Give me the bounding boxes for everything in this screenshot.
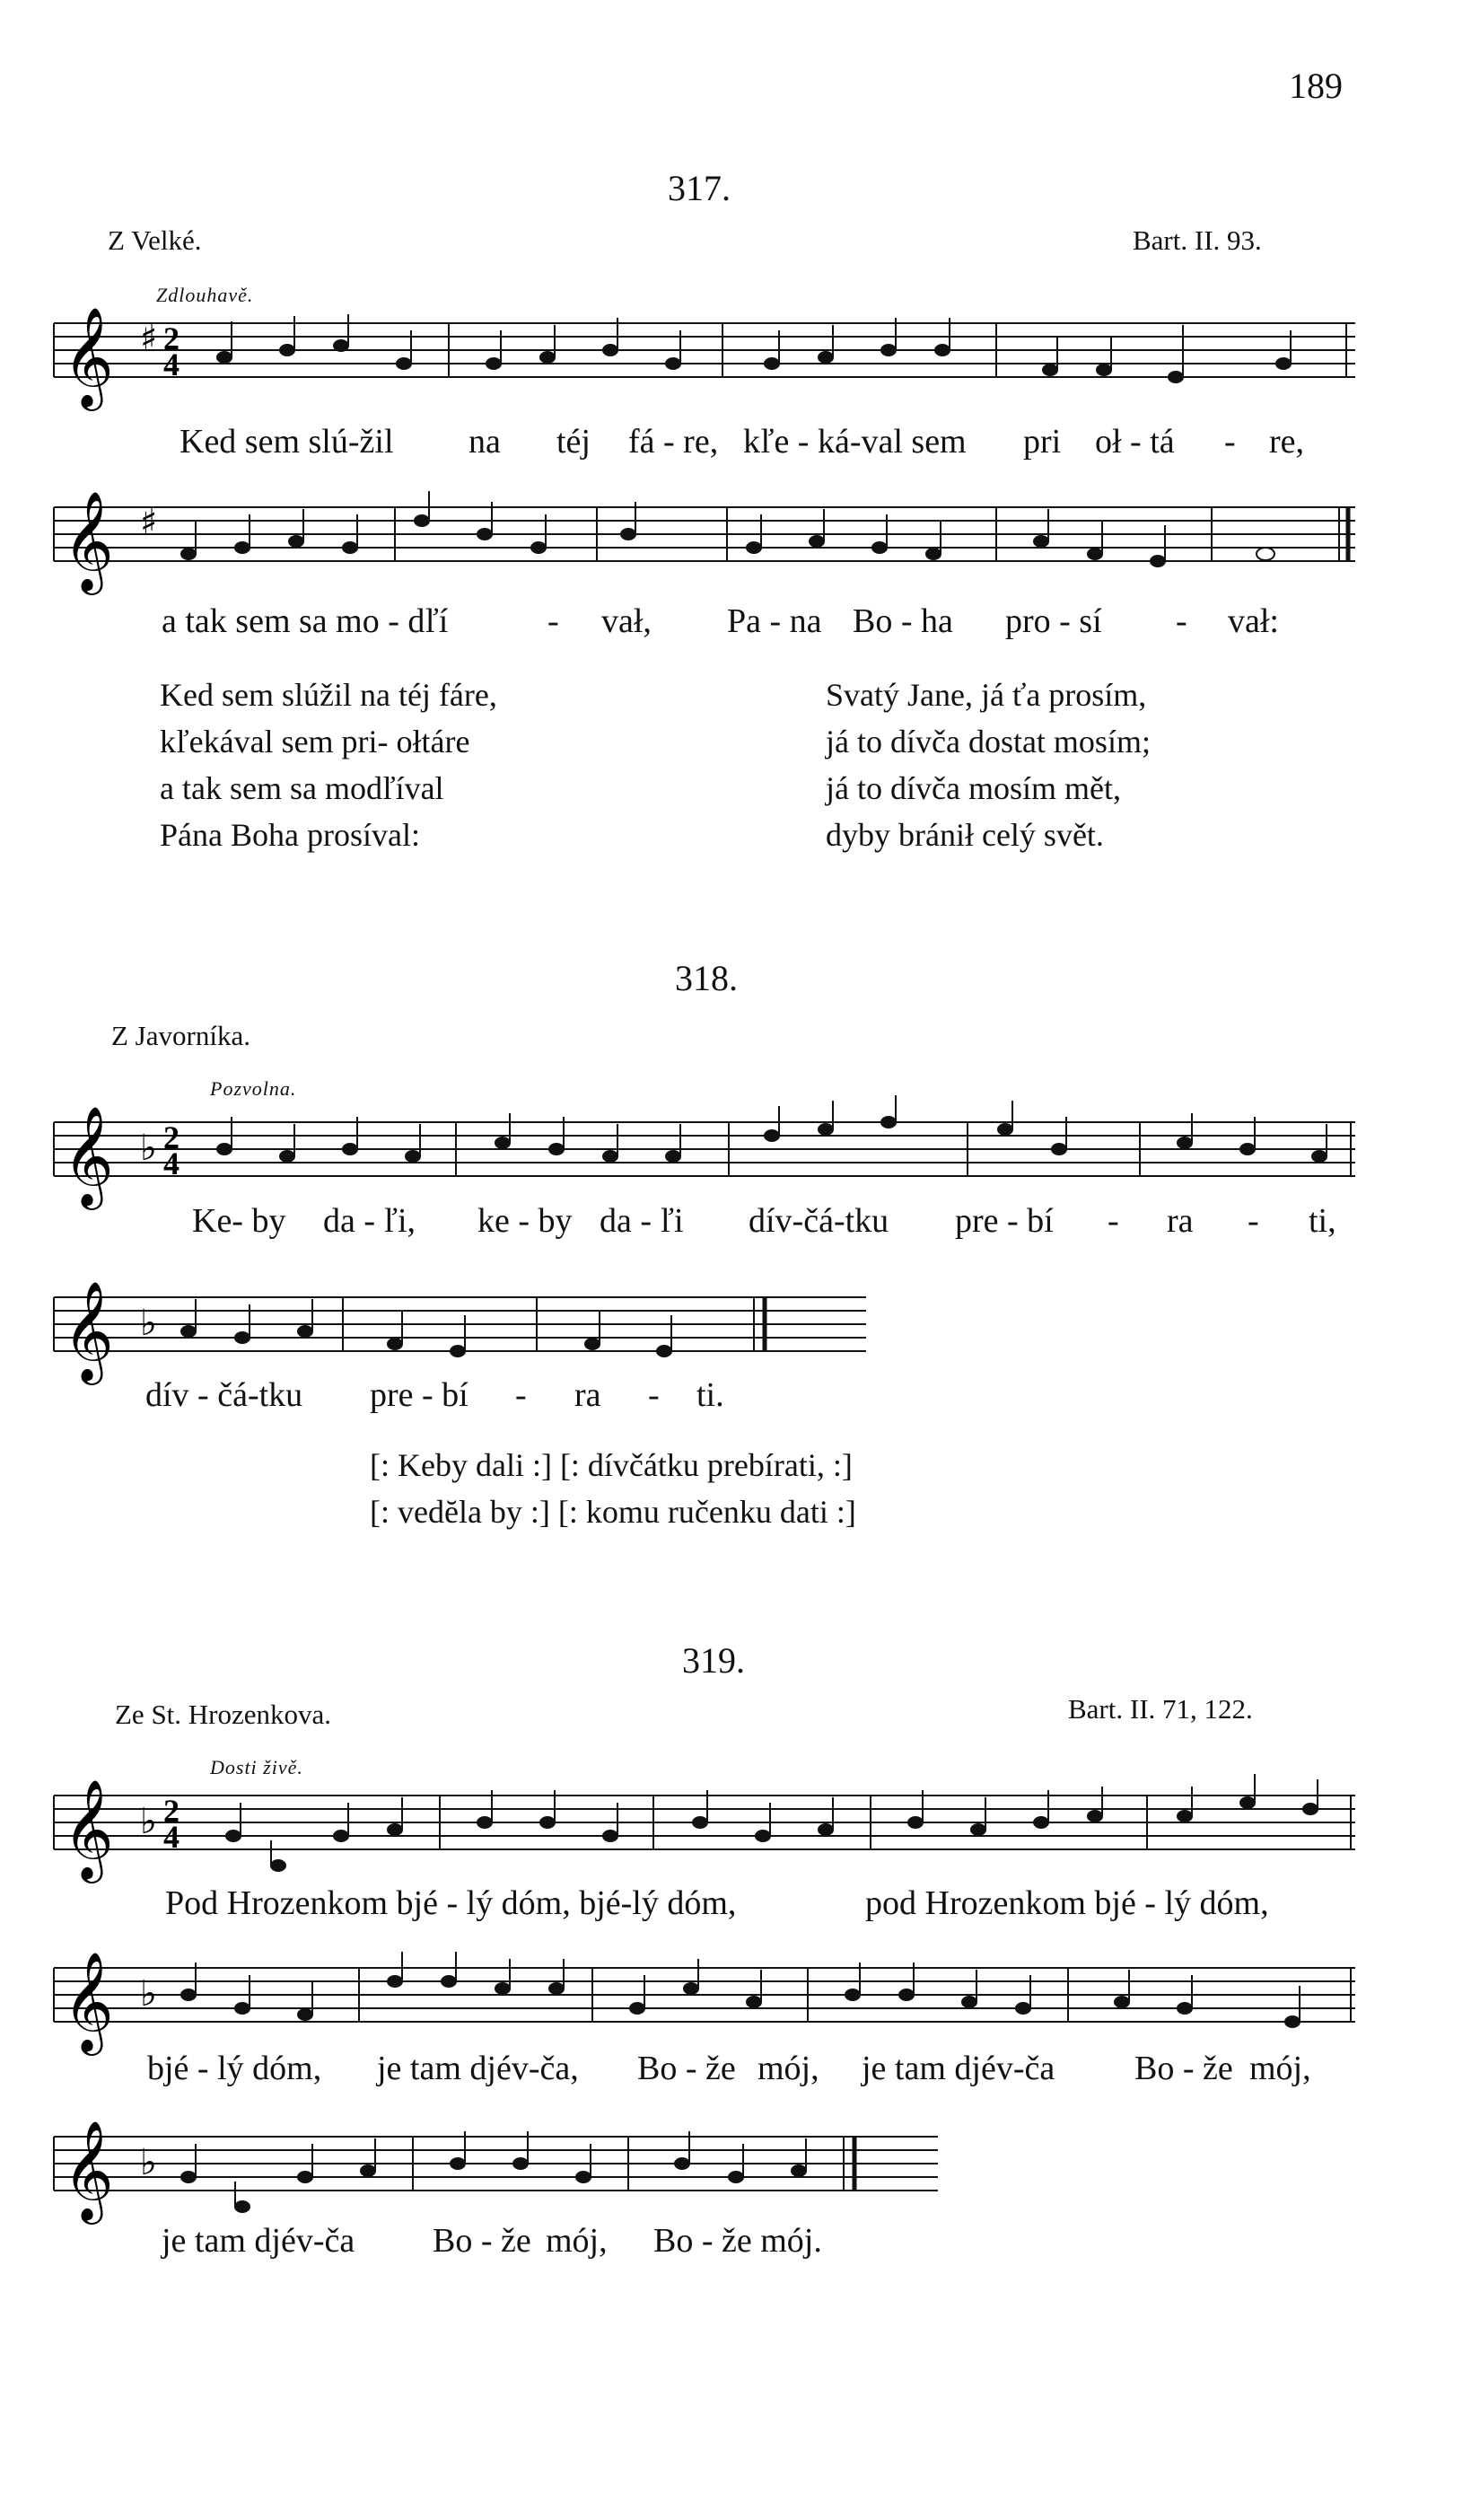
svg-text:2: 2 (163, 320, 180, 356)
song-number: 317. (668, 168, 731, 208)
lyric-syllable: Ked sem slú-žil (180, 423, 394, 461)
svg-text:4: 4 (163, 1819, 180, 1855)
music-staff (54, 1105, 1364, 1212)
verse-block (370, 1442, 856, 1535)
lyric-syllable: mój, (1249, 2050, 1311, 2087)
lyric-syllable: je tam djév-ča, (377, 2050, 579, 2087)
lyric-syllable: kľe - ká-val sem (743, 423, 967, 461)
lyric-syllable: Bo - že (433, 2222, 531, 2260)
note-heads (181, 1952, 1300, 2027)
music-staff (54, 490, 1364, 597)
page-number: 189 (1289, 66, 1343, 106)
music-staff (54, 1280, 880, 1387)
note-heads (181, 1299, 671, 1357)
verse-line: Pána Boha prosíval: (160, 817, 420, 853)
song-source-reference: Bart. II. 93. (1133, 224, 1262, 256)
lyric-syllable: - (547, 602, 559, 640)
note-heads (217, 314, 1291, 382)
note-heads (217, 1095, 1327, 1162)
treble-clef-icon: 𝄞 (63, 306, 114, 407)
lyric-syllable: Pa - na (727, 602, 822, 640)
tempo-marking: Pozvolna. (210, 1077, 297, 1100)
verse-column-left (160, 672, 497, 858)
flat-sign-icon: ♭ (140, 2142, 157, 2183)
lyric-syllable: bjé - lý dóm, (147, 2050, 322, 2087)
tempo-marking: Dosti živě. (210, 1756, 303, 1778)
lyric-syllable: - (1224, 423, 1236, 461)
lyric-syllable: pre - bí (955, 1202, 1054, 1240)
lyric-syllable: téj (556, 423, 591, 461)
lyric-syllable: ra (574, 1376, 601, 1414)
verse-line: Ked sem slúžil na téj fáre, (160, 677, 497, 713)
song-origin: Z Javorníka. (111, 1020, 250, 1051)
svg-text:2: 2 (163, 1793, 180, 1829)
treble-clef-icon: 𝄞 (63, 2120, 114, 2220)
verse-line: dyby bránił celý svět. (826, 817, 1104, 853)
verse-column-right (826, 672, 1151, 858)
music-staff (54, 306, 1364, 413)
sharp-sign-icon: ♯ (140, 318, 158, 359)
lyric-syllable: ra (1167, 1202, 1194, 1240)
treble-clef-icon: 𝄞 (63, 1280, 114, 1381)
song-source-reference: Bart. II. 71, 122. (1068, 1693, 1253, 1725)
lyric-syllable: dív-čá-tku (749, 1202, 889, 1240)
sharp-sign-icon: ♯ (140, 502, 158, 543)
svg-text:4: 4 (163, 347, 180, 382)
song-number: 318. (675, 958, 738, 998)
lyric-syllable: ke - by (477, 1202, 573, 1240)
treble-clef-icon: 𝄞 (63, 1778, 114, 1879)
music-staff (54, 1778, 1364, 1885)
note-heads (181, 2131, 806, 2212)
lyric-syllable: vał: (1228, 602, 1279, 640)
lyric-syllable: Bo - ha (853, 602, 953, 640)
song-origin: Z Velké. (108, 224, 202, 256)
verse-line: Svatý Jane, já ťa prosím, (826, 677, 1147, 713)
treble-clef-icon: 𝄞 (63, 1951, 114, 2051)
lyric-syllable: fá - re, (628, 423, 719, 461)
treble-clef-icon: 𝄞 (63, 490, 114, 591)
lyric-syllable: - (1108, 1202, 1119, 1240)
lyric-syllable: - (648, 1376, 660, 1414)
lyric-syllable: pri (1023, 423, 1062, 461)
lyric-syllable: Ke- by (192, 1202, 286, 1240)
lyric-syllable: - (1176, 602, 1187, 640)
flat-sign-icon: ♭ (140, 1303, 157, 1344)
verse-line: kľekával sem pri- ołtáre (160, 724, 470, 760)
lyric-syllable: pro - sí (1005, 602, 1102, 640)
tempo-marking: Zdlouhavě. (156, 284, 254, 306)
svg-text:4: 4 (163, 1146, 180, 1181)
lyric-syllable: ti, (1309, 1202, 1336, 1240)
lyric-syllable: pod Hrozenkom bjé - lý dóm, (865, 1884, 1269, 1922)
svg-text:2: 2 (163, 1120, 180, 1155)
lyric-syllable: Bo - že (637, 2050, 736, 2087)
lyric-syllable: je tam djév-ča (162, 2222, 355, 2260)
lyric-syllable: a tak sem sa mo - dľí (162, 602, 449, 640)
lyric-syllable: Bo - že mój. (653, 2222, 822, 2260)
flat-sign-icon: ♭ (140, 1128, 157, 1169)
music-staff (54, 2120, 951, 2226)
lyric-syllable: vał, (601, 602, 652, 640)
lyric-syllable: ti. (696, 1376, 724, 1414)
music-staff (54, 1951, 1364, 2058)
verse-line: [: Keby dali :] [: dívčátku prebírati, :] (370, 1447, 853, 1483)
lyric-syllable: dív - čá-tku (145, 1376, 303, 1414)
verse-line: já to dívča dostat mosím; (826, 724, 1151, 760)
verse-line: [: vedĕla by :] [: komu ručenku dati :] (370, 1494, 856, 1530)
treble-clef-icon: 𝄞 (63, 1105, 114, 1206)
lyric-syllable: da - ľi (600, 1202, 684, 1240)
lyric-syllable: je tam djév-ča (862, 2050, 1055, 2087)
lyric-syllable: Pod Hrozenkom bjé - lý dóm, bjé-lý dóm, (165, 1884, 737, 1922)
lyric-syllable: - (515, 1376, 527, 1414)
lyric-syllable: re, (1269, 423, 1305, 461)
verse-line: já to dívča mosím mět, (826, 770, 1121, 806)
verse-line: a tak sem sa modľíval (160, 770, 444, 806)
song-number: 319. (682, 1640, 745, 1681)
lyric-syllable: oł - tá (1095, 423, 1175, 461)
lyric-syllable: da - ľi, (323, 1202, 416, 1240)
lyric-syllable: na (469, 423, 501, 461)
flat-sign-icon: ♭ (140, 1973, 157, 2015)
lyric-syllable: - (1248, 1202, 1259, 1240)
song-origin: Ze St. Hrozenkova. (115, 1699, 332, 1730)
lyric-syllable: Bo - že (1134, 2050, 1233, 2087)
lyric-syllable: pre - bí (370, 1376, 469, 1414)
lyric-syllable: mój, (758, 2050, 819, 2087)
flat-sign-icon: ♭ (140, 1801, 157, 1842)
lyric-syllable: mój, (546, 2222, 608, 2260)
